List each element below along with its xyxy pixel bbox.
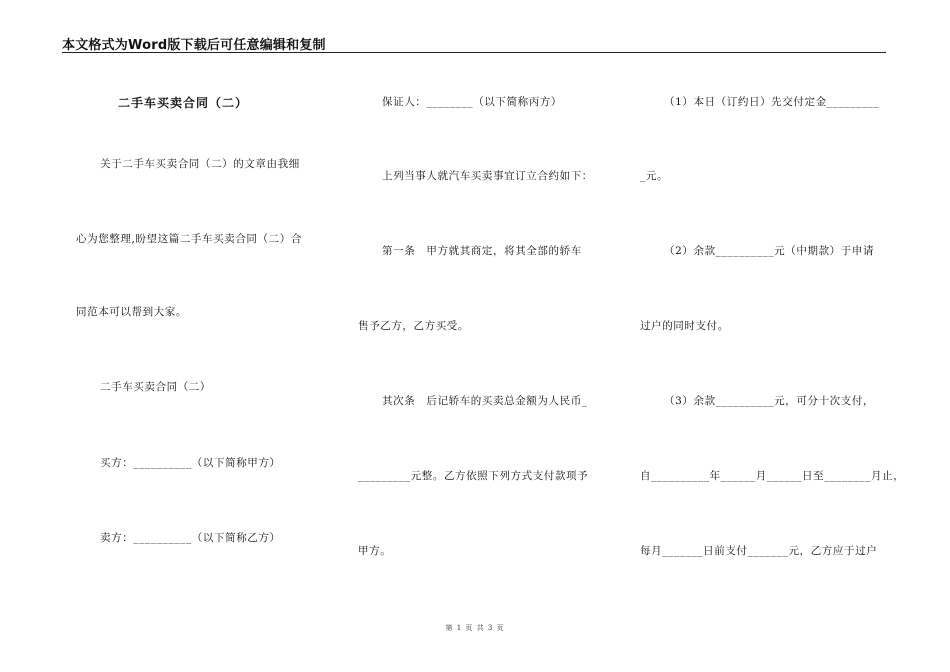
page-number: 第 1 页 共 3 页 <box>445 624 505 632</box>
page-header <box>62 30 886 53</box>
paragraph-line: 关于二手车买卖合同（二）的文章由我细 <box>100 158 300 170</box>
guarantor-line: 保证人：________（以下简称丙方） <box>382 96 562 108</box>
section-heading: 二手车买卖合同（二） <box>100 381 211 393</box>
paragraph-line: 每月_______日前支付_______元，乙方应于过户 <box>640 545 878 557</box>
buyer-line: 买方：__________（以下简称甲方） <box>100 457 281 469</box>
paragraph-line: 自__________年______月______日至________月止， <box>640 470 905 482</box>
header-title: 本文格式为Word版下载后可任意编辑和复制 <box>62 38 326 53</box>
paragraph-line: 过户的同时支付。 <box>640 320 729 332</box>
paragraph-line: 甲方。 <box>358 545 392 557</box>
paragraph-line: _元。 <box>640 170 669 182</box>
article-1-line: 第一条 甲方就其商定，将其全部的轿车 <box>382 245 582 257</box>
payment-item-1: （1）本日（订约日）先交付定金_________ <box>664 96 880 108</box>
paragraph-line: 同范本可以帮到大家。 <box>76 306 187 318</box>
seller-line: 卖方：__________（以下简称乙方） <box>100 532 281 544</box>
payment-item-2: （2）余款__________元（中期款）于申请 <box>664 245 875 257</box>
paragraph-line: 上列当事人就汽车买卖事宜订立合约如下： <box>382 170 593 182</box>
payment-item-3: （3）余款__________元，可分十次支付， <box>664 395 875 407</box>
paragraph-line: 售予乙方，乙方买受。 <box>358 320 469 332</box>
article-2-line: 其次条 后记轿车的买卖总金额为人民币_ <box>382 395 588 407</box>
paragraph-line: _________元整。乙方依照下列方式支付款项予 <box>358 470 589 482</box>
doc-title: 二手车买卖合同（二） <box>118 96 249 110</box>
paragraph-line: 心为您整理,盼望这篇二手车买卖合同（二）合 <box>76 233 302 245</box>
